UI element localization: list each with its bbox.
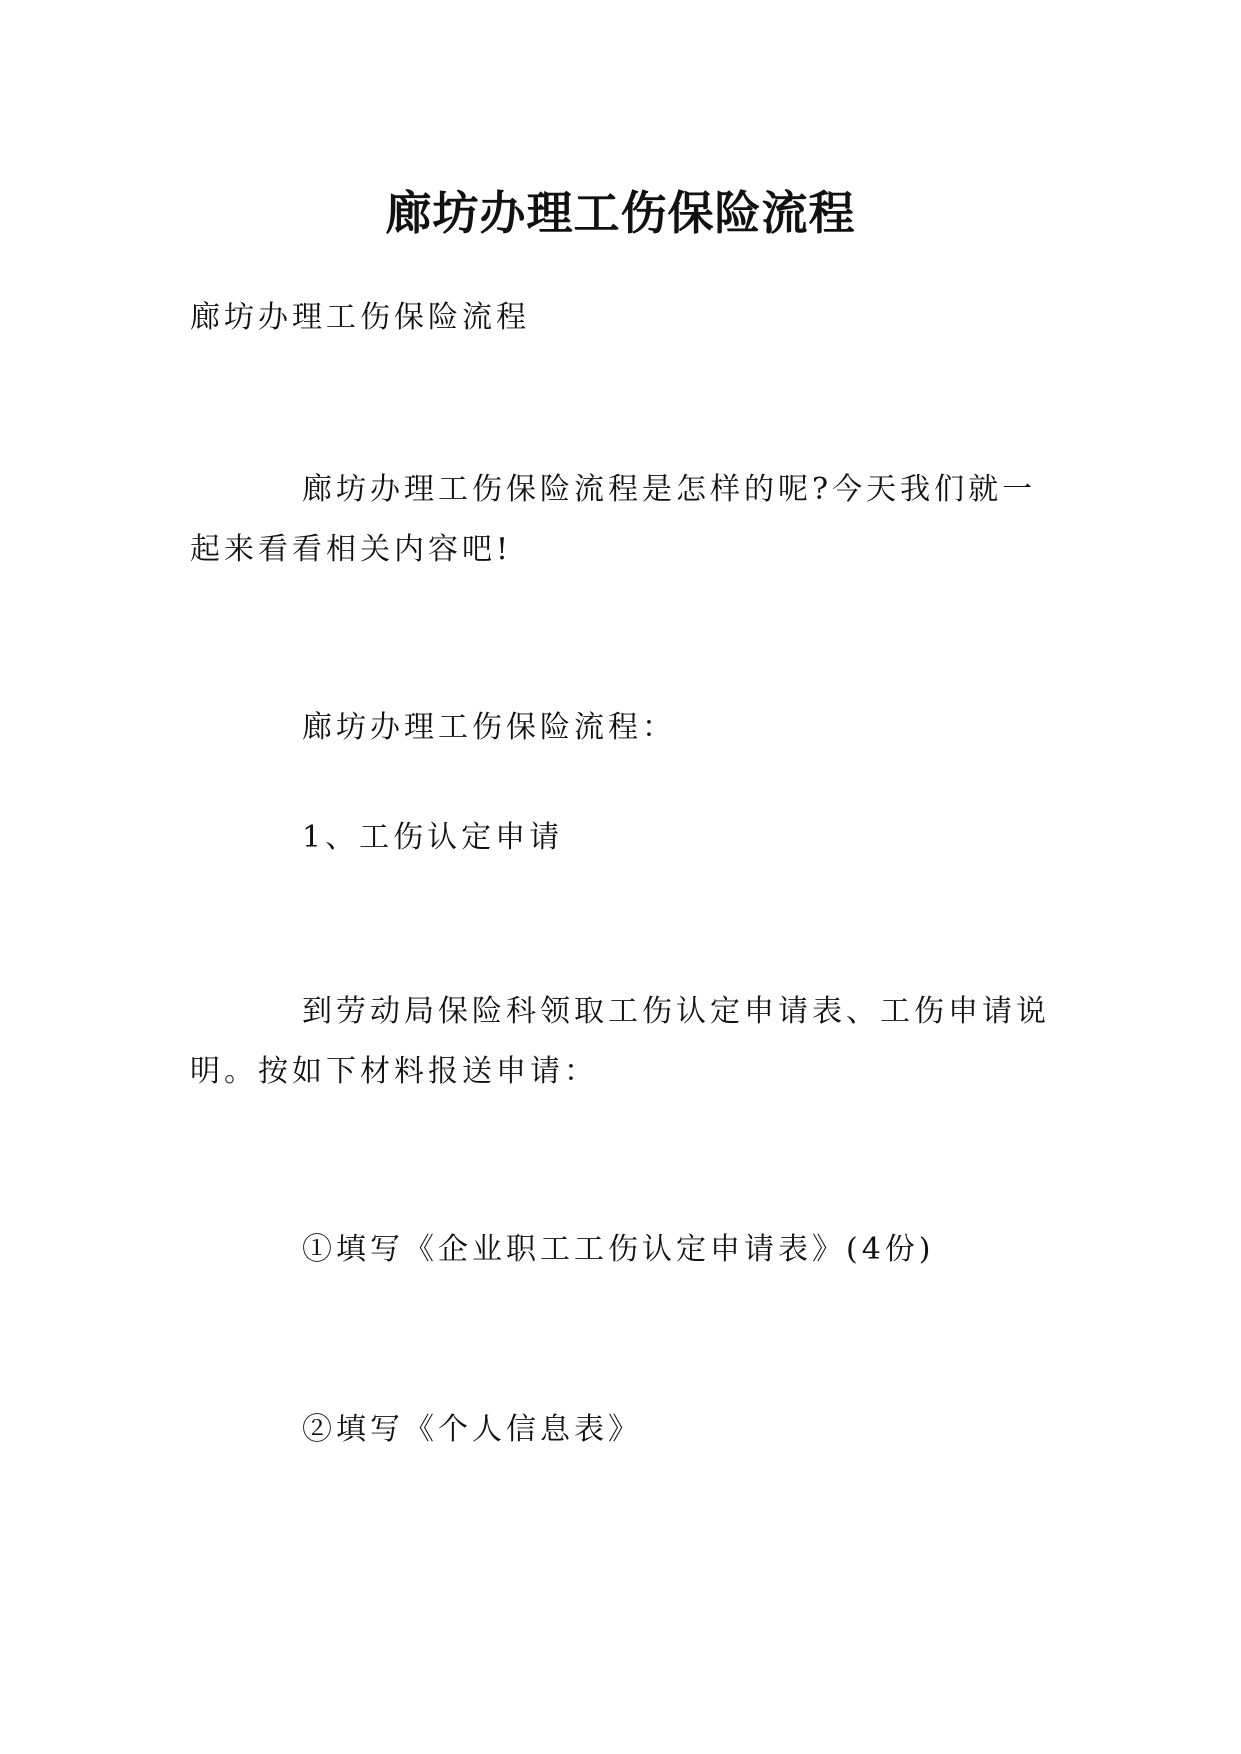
intro-paragraph: 廊坊办理工伤保险流程是怎样的呢?今天我们就一起来看看相关内容吧! [190, 472, 1037, 567]
step-heading-paragraph: 1、工伤认定申请 [302, 820, 564, 855]
list-item-paragraph: ①填写《企业职工工伤认定申请表》(4份) [302, 1232, 935, 1267]
document-title: 廊坊办理工伤保险流程 [385, 185, 856, 240]
subtitle-paragraph: 廊坊办理工伤保险流程 [190, 300, 530, 335]
process-heading-paragraph: 廊坊办理工伤保险流程： [302, 710, 676, 745]
step-description-paragraph: 到劳动局保险科领取工伤认定申请表、工伤申请说明。按如下材料报送申请： [190, 994, 1050, 1089]
list-item-paragraph: ②填写《个人信息表》 [302, 1412, 642, 1447]
